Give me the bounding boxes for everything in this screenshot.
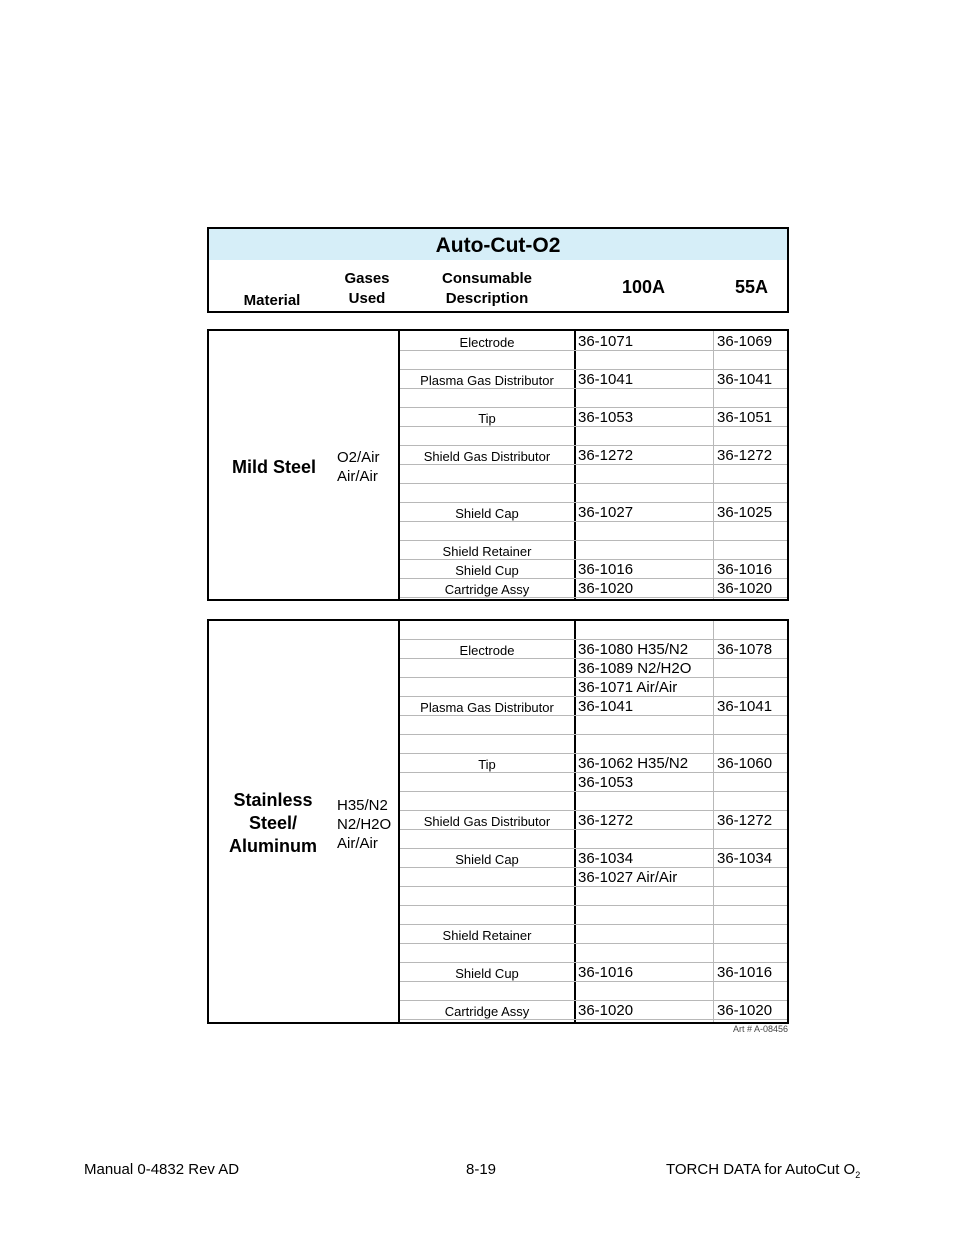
gases-mild-steel	[337, 448, 380, 486]
part-55a: 36-1020	[717, 580, 773, 597]
table-row	[400, 887, 787, 906]
part-100a: 36-1041	[578, 698, 634, 715]
table-row	[400, 697, 787, 716]
consumable-description: Tip	[478, 411, 496, 426]
material-mild-steel	[219, 456, 329, 479]
table-row	[400, 389, 787, 408]
consumable-description: Shield Gas Distributor	[423, 814, 551, 829]
table-row	[400, 370, 787, 389]
page-title: Auto-Cut-O2	[435, 234, 561, 257]
header-gases	[327, 269, 407, 309]
table-row	[400, 522, 787, 541]
header-consumable-line2: Description	[445, 290, 529, 307]
part-55a: 36-1272	[717, 812, 773, 829]
table-row	[400, 868, 787, 887]
part-100a: 36-1080 H35/N2	[578, 641, 689, 658]
gas-line: O2/Air	[337, 449, 380, 466]
table-row	[400, 678, 787, 697]
material-stainless	[215, 789, 331, 858]
table-row	[400, 773, 787, 792]
table-row	[400, 427, 787, 446]
table-row	[400, 659, 787, 678]
part-100a: 36-1071	[578, 333, 634, 350]
mild-steel-section	[207, 329, 789, 601]
table-row	[400, 621, 787, 640]
stainless-section	[207, 619, 789, 1024]
gas-line: Air/Air	[337, 468, 378, 485]
table-row	[400, 754, 787, 773]
consumable-description: Shield Cup	[455, 563, 519, 578]
gas-line: Air/Air	[337, 835, 378, 852]
part-100a: 36-1016	[578, 964, 634, 981]
consumable-description: Shield Retainer	[442, 544, 532, 559]
part-100a: 36-1053	[578, 409, 634, 426]
header-consumable-line1: Consumable	[441, 270, 532, 287]
table-row	[400, 640, 787, 659]
table-row	[400, 792, 787, 811]
consumable-description: Electrode	[459, 643, 515, 658]
consumable-description: Shield Retainer	[442, 928, 532, 943]
table-row	[400, 351, 787, 370]
footer-section-title	[666, 1161, 860, 1180]
part-55a: 36-1069	[717, 333, 773, 350]
consumable-description: Shield Cap	[455, 506, 519, 521]
gas-line: H35/N2	[337, 797, 388, 814]
header-consumable	[417, 269, 557, 309]
material-line: Steel/	[248, 813, 298, 833]
table-row	[400, 963, 787, 982]
consumable-description: Plasma Gas Distributor	[420, 373, 554, 388]
footer-title-main: TORCH DATA for AutoCut O	[666, 1161, 856, 1178]
material-line: Stainless	[233, 790, 313, 810]
table-row	[400, 541, 787, 560]
gases-stainless	[337, 796, 391, 853]
table-row	[400, 830, 787, 849]
part-100a: 36-1089 N2/H2O	[578, 660, 692, 677]
part-55a: 36-1041	[717, 371, 773, 388]
footer-title-sub: 2	[855, 1170, 861, 1180]
header-100a: 100A	[622, 277, 666, 297]
part-55a: 36-1051	[717, 409, 773, 426]
header-55a: 55A	[735, 277, 769, 297]
part-55a: 36-1272	[717, 447, 773, 464]
table-row	[400, 811, 787, 830]
part-100a: 36-1272	[578, 447, 634, 464]
part-100a: 36-1016	[578, 561, 634, 578]
part-100a: 36-1272	[578, 812, 634, 829]
table-row	[400, 503, 787, 522]
gas-line: N2/H2O	[337, 816, 392, 833]
consumable-description: Cartridge Assy	[444, 1004, 530, 1019]
table-row	[400, 484, 787, 503]
consumable-description: Tip	[478, 757, 496, 772]
part-100a: 36-1020	[578, 1002, 634, 1019]
consumable-description: Shield Cap	[455, 852, 519, 867]
table-row	[400, 579, 787, 598]
table-row	[400, 560, 787, 579]
part-55a: 36-1016	[717, 561, 773, 578]
material-line: Aluminum	[229, 836, 317, 856]
consumable-description: Electrode	[459, 335, 515, 350]
footer-page-number: 8-19	[466, 1161, 497, 1178]
part-100a: 36-1041	[578, 371, 634, 388]
part-100a: 36-1062 H35/N2	[578, 755, 689, 772]
table-row	[400, 408, 787, 427]
table-row	[400, 716, 787, 735]
part-100a: 36-1034	[578, 850, 634, 867]
part-55a: 36-1060	[717, 755, 773, 772]
table-row	[400, 446, 787, 465]
table-row	[400, 944, 787, 963]
table-row	[400, 332, 787, 351]
table-header	[207, 227, 789, 313]
part-100a: 36-1053	[578, 774, 634, 791]
part-100a: 36-1027 Air/Air	[578, 869, 678, 886]
part-55a: 36-1016	[717, 964, 773, 981]
table-row	[400, 906, 787, 925]
table-row	[400, 735, 787, 754]
table-row	[400, 465, 787, 484]
table-row	[400, 849, 787, 868]
part-55a: 36-1078	[717, 641, 773, 658]
consumable-description: Shield Cup	[455, 966, 519, 981]
part-55a: 36-1020	[717, 1002, 773, 1019]
header-gases-line2: Used	[348, 290, 386, 307]
part-55a: 36-1034	[717, 850, 773, 867]
footer-manual: Manual 0-4832 Rev AD	[84, 1161, 240, 1178]
part-55a: 36-1041	[717, 698, 773, 715]
part-55a: 36-1025	[717, 504, 773, 521]
header-gases-line1: Gases	[344, 270, 390, 287]
part-100a: 36-1071 Air/Air	[578, 679, 678, 696]
consumable-description: Cartridge Assy	[444, 582, 530, 597]
table-row	[400, 925, 787, 944]
consumable-description: Shield Gas Distributor	[423, 449, 551, 464]
part-100a: 36-1027	[578, 504, 634, 521]
part-100a: 36-1020	[578, 580, 634, 597]
table-row	[400, 982, 787, 1001]
material-line: Mild Steel	[231, 457, 316, 477]
table-row	[400, 1001, 787, 1020]
consumable-description: Plasma Gas Distributor	[420, 700, 554, 715]
header-material: Material	[243, 292, 301, 309]
art-number: Art # A-08456	[733, 1024, 789, 1034]
